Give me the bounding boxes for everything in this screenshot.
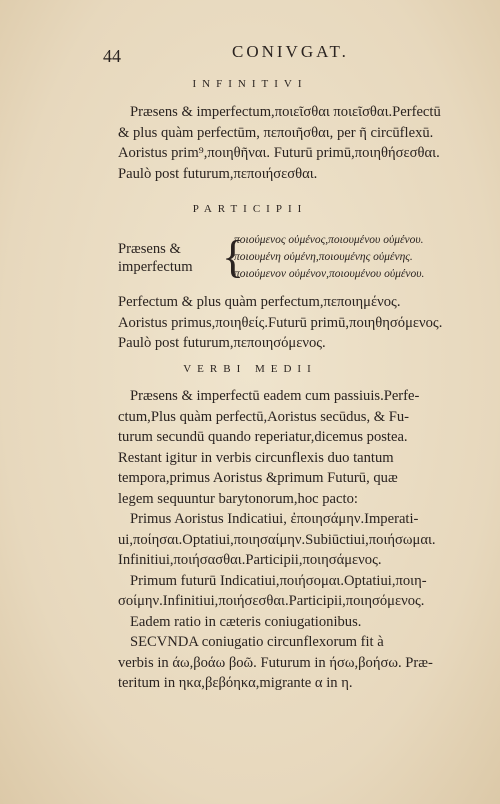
text-line: teritum in ηκα,βεβόηκα,migrante α in η. (118, 675, 353, 691)
brace-label-line: Præsens & (118, 241, 181, 257)
text-line: Infinitiui,ποιήσασθαι.Participii,ποιησάμενος. (118, 552, 382, 568)
brace-label-line: imperfectum (118, 259, 193, 275)
text-line: Restant igitur in verbis circunflexis duo tantum (118, 449, 394, 466)
text-line: Primus Aoristus Indicatiui, ἐποιησάμην.Imperati- (130, 511, 419, 527)
verbi-medii-text (118, 386, 463, 694)
running-title: CONIVGAT. (232, 42, 349, 61)
greek-form-line: ποιούμενος οὐμένος,ποιουμένου οὐμένου. (234, 234, 424, 246)
text-line: Eadem ratio in cæteris coniugationibus. (130, 613, 362, 630)
text-line: legem sequuntur barytonorum,hoc pacto: (118, 490, 358, 507)
text-line: verbis in άω,βοάω βοῶ. Futurum in ήσω,βοήσω. Præ- (118, 654, 433, 671)
greek-form-line: ποιουμένη οὐμένη,ποιουμένης οὐμένης. (234, 251, 413, 263)
text-line: Primum futurū Indicatiui,ποιήσομαι.Optatiui,ποιη- (130, 572, 427, 589)
text-line: σοίμην.Infinitiui,ποιήσεσθαι.Participii,ποιησόμενος. (118, 593, 425, 609)
page-number: 44 (103, 46, 121, 66)
participii-text (118, 292, 463, 354)
text-line: turum secundū quando reperiatur,dicemus postea. (118, 429, 408, 445)
text-line: Præsens & imperfectum,ποιεῖσθαι ποιεῖσθαι.Perfectū (130, 104, 441, 120)
greek-form-line: ποιούμενον οὐμένον,ποιουμένου οὐμένου. (234, 268, 425, 280)
text-line: tempora,primus Aoristus &primum Futurū, quæ (118, 470, 398, 486)
text-line: ui,ποίησαι.Optatiui,ποιησαίμην.Subiūctiui,ποιήσωμαι. (118, 531, 436, 548)
text-line: Paulò post futurum,πεποιήσεσθαι. (118, 165, 318, 182)
heading-participii: PARTICIPII (192, 203, 308, 215)
text-line: Præsens & imperfectū eadem cum passiuis.Perfe- (130, 388, 420, 404)
text-line: & plus quàm perfectūm, πεποιῆσθαι, per ῆ circūflexū. (118, 124, 434, 141)
brace-forms (234, 232, 424, 283)
participle-brace-group (116, 230, 466, 290)
brace-label (118, 240, 193, 276)
heading-verbi-medii: VERBI MEDII (183, 363, 317, 375)
heading-infinitivi: INFINITIVI (192, 78, 308, 90)
text-line: Perfectum & plus quàm perfectum,πεποιημένος. (118, 294, 401, 310)
text-line: Paulò post futurum,πεποιησόμενος. (118, 335, 326, 351)
infinitivi-text (118, 102, 463, 184)
text-line: Aoristus primus,ποιηθείς.Futurū primū,ποιηθησόμενος. (118, 314, 443, 331)
text-line: SECVNDA coniugatio circunflexorum fit à (130, 634, 384, 650)
curly-brace-icon: { (222, 231, 245, 282)
text-line: Aoristus prim⁹,ποιηθῆναι. Futurū primū,ποιηθήσεσθαι. (118, 145, 440, 161)
text-line: ctum,Plus quàm perfectū,Aoristus secūdus, & Fu- (118, 408, 410, 425)
